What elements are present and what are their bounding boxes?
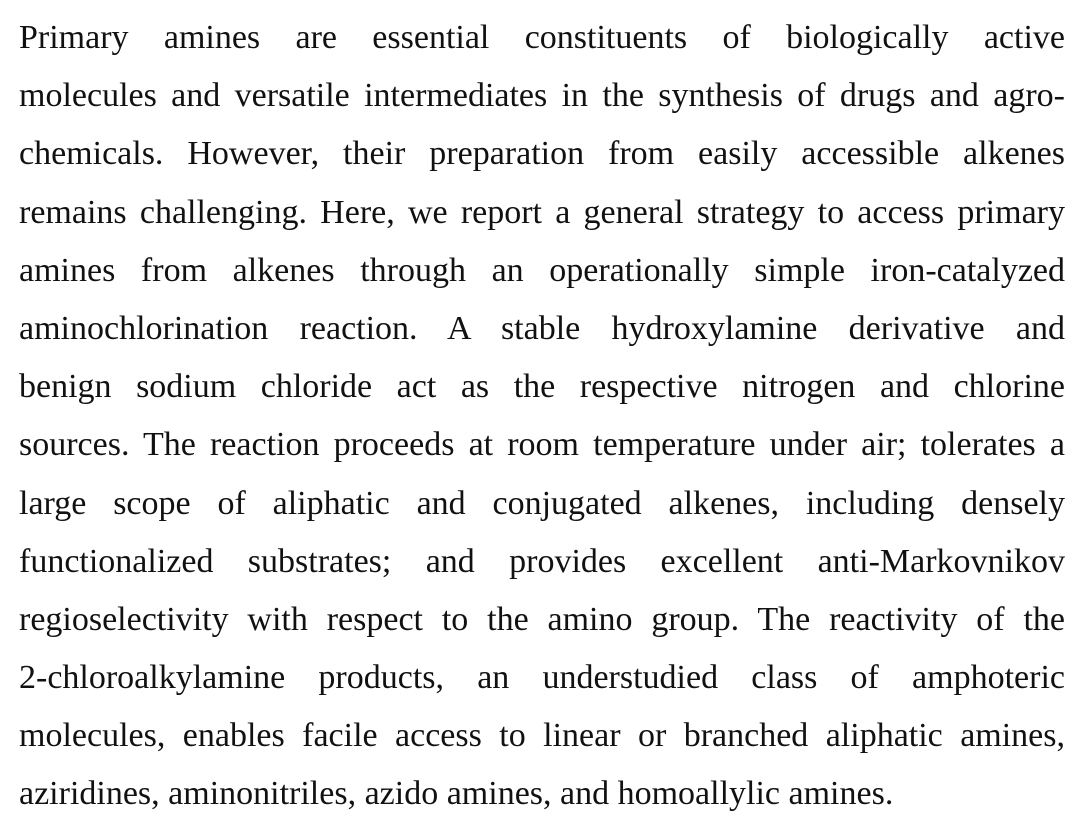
abstract-line-3: chemicals. However, their preparation from easily accessible alkenes [19,135,1065,173]
abstract-paragraph [19,13,1065,828]
abstract-line-2: molecules and versatile intermediates in the synthesis of drugs and agro- [19,77,1065,115]
abstract-line-8: sources. The reaction proceeds at room temperature under air; tolerates a [19,426,1065,464]
abstract-line-14: aziridines, aminonitriles, azido amines, and homoallylic amines. [19,775,894,813]
abstract-line-12: 2-chloroalkylamine products, an understudied class of amphoteric [19,659,1065,697]
abstract-line-1: Primary amines are essential constituents of biologically active [19,19,1065,56]
abstract-line-6: aminochlorination reaction. A stable hydroxylamine derivative and [19,309,1065,347]
abstract-line-11: regioselectivity with respect to the amino group. The reactivity of the [19,600,1065,638]
abstract-line-7: benign sodium chloride act as the respective nitrogen and chlorine [19,368,1065,406]
abstract-line-9: large scope of aliphatic and conjugated alkenes, including densely [19,484,1065,522]
abstract-line-5: amines from alkenes through an operationally simple iron-catalyzed [19,251,1065,289]
abstract-line-10: functionalized substrates; and provides excellent anti-Markovnikov [19,542,1065,580]
abstract-line-4: remains challenging. Here, we report a general strategy to access primary [19,193,1065,231]
abstract-line-13: molecules, enables facile access to linear or branched aliphatic amines, [19,717,1065,755]
